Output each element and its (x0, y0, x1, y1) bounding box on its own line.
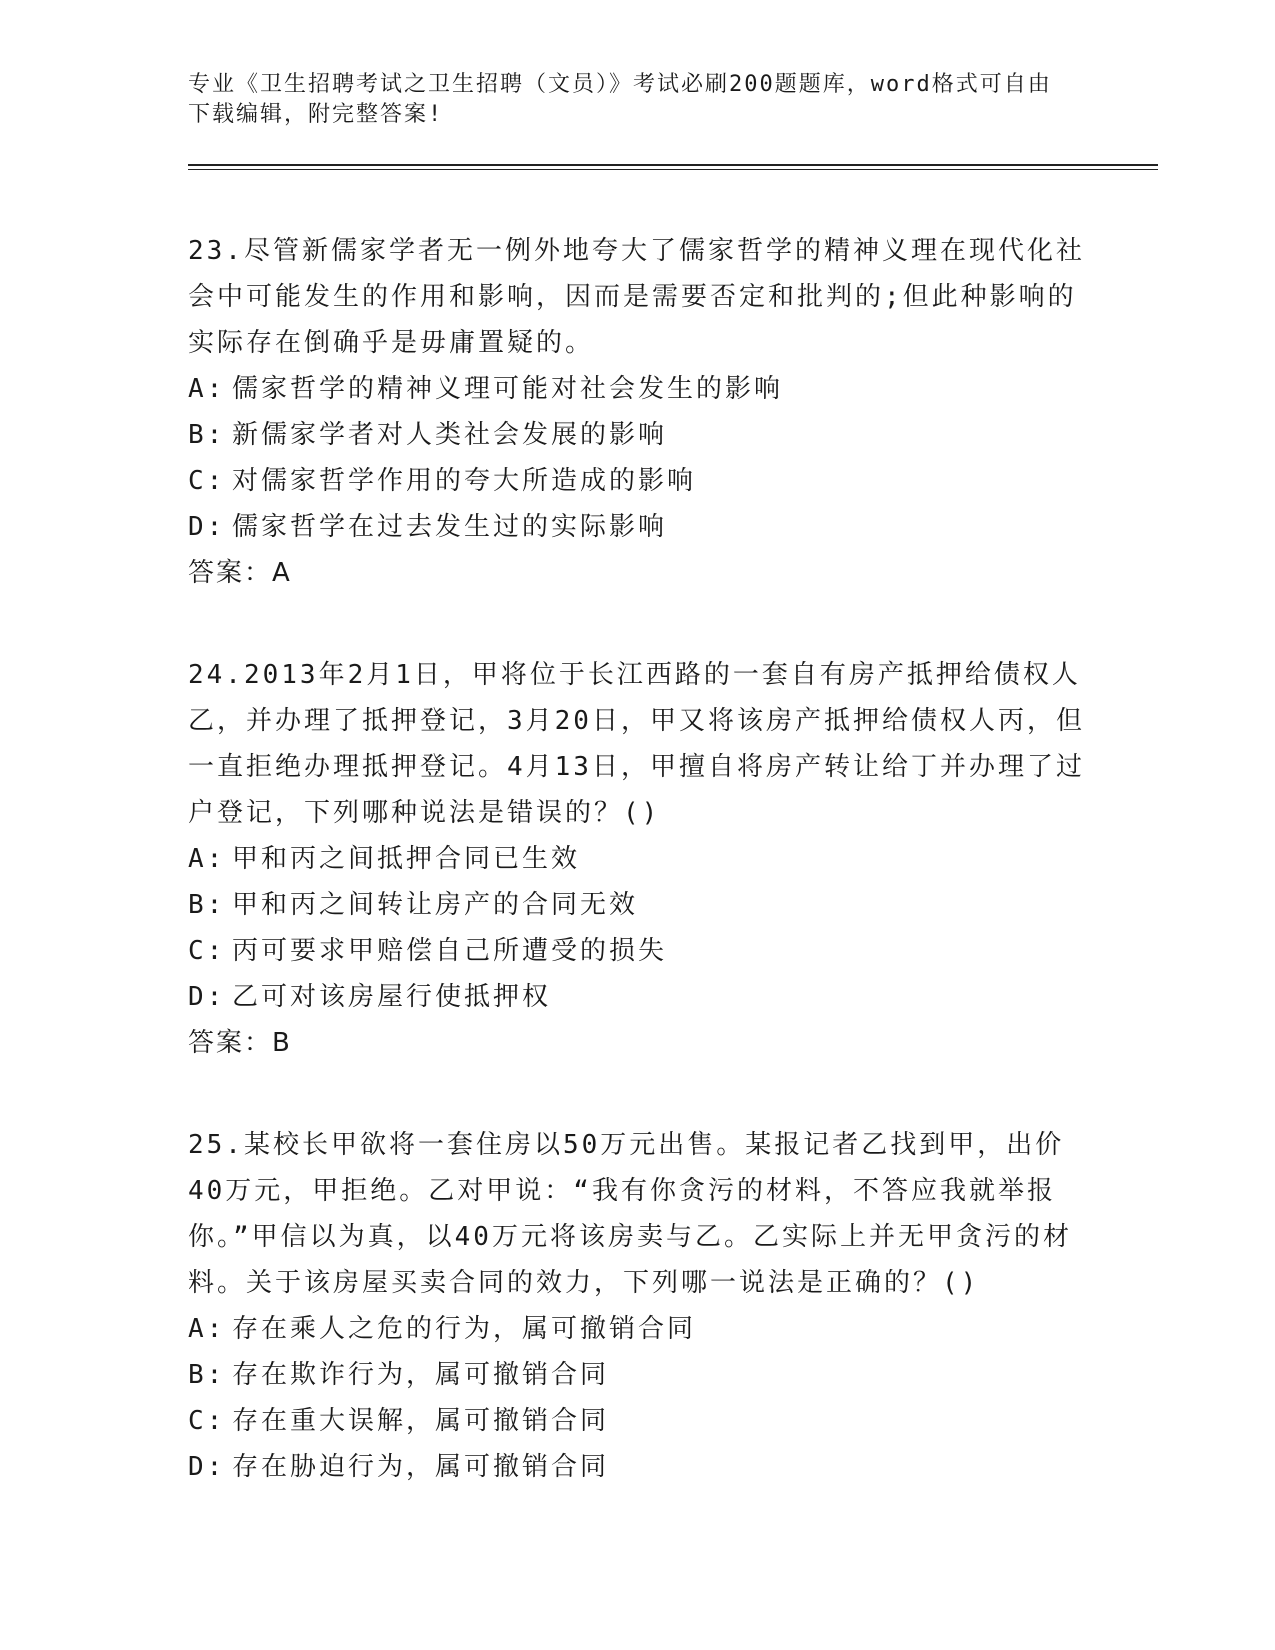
option-key: B: (188, 890, 226, 920)
option-key: D: (188, 512, 226, 542)
option-key: A: (188, 1314, 226, 1344)
option-key: B: (188, 420, 226, 450)
question-stem: 24.2013年2月1日，甲将位于长江西路的一套自有房产抵押给债权人乙，并办理了抵押登记，3月20日，甲又将该房产抵押给债权人丙，但一直拒绝办理抵押登记。4月13日，甲擅自将房产转让给丁并办理了过户登记，下列哪种说法是错误的？() (188, 660, 1085, 828)
option-a (188, 836, 1158, 882)
option-d (188, 974, 1158, 1020)
option-text: 甲和丙之间抵押合同已生效 (232, 844, 581, 874)
option-text: 新儒家学者对人类社会发展的影响 (232, 420, 668, 450)
option-key: A: (188, 374, 226, 404)
option-b (188, 882, 1158, 928)
option-text: 儒家哲学的精神义理可能对社会发生的影响 (232, 374, 784, 404)
option-c (188, 1398, 1158, 1444)
option-text: 儒家哲学在过去发生过的实际影响 (232, 512, 668, 542)
answer-line: 答案：B (188, 1028, 292, 1058)
option-text: 存在胁迫行为，属可撤销合同 (232, 1452, 610, 1482)
option-key: D: (188, 1452, 226, 1482)
question-23 (188, 228, 1158, 596)
option-d (188, 504, 1158, 550)
question-stem: 25.某校长甲欲将一套住房以50万元出售。某报记者乙找到甲，出价40万元，甲拒绝。乙对甲说：“我有你贪污的材料，不答应我就举报你。”甲信以为真，以40万元将该房卖与乙。乙实际上并无甲贪污的材料。关于该房屋买卖合同的效力，下列哪一说法是正确的？() (188, 1130, 1072, 1298)
option-b (188, 412, 1158, 458)
option-text: 对儒家哲学作用的夸大所造成的影响 (232, 466, 697, 496)
option-b (188, 1352, 1158, 1398)
option-key: B: (188, 1360, 226, 1390)
option-c (188, 928, 1158, 974)
question-24 (188, 652, 1158, 1066)
option-key: D: (188, 982, 226, 1012)
option-c (188, 458, 1158, 504)
option-key: A: (188, 844, 226, 874)
option-text: 存在重大误解，属可撤销合同 (232, 1406, 610, 1436)
option-a (188, 1306, 1158, 1352)
answer-line: 答案：A (188, 558, 292, 588)
document-header: 专业《卫生招聘考试之卫生招聘（文员）》考试必刷200题题库，word格式可自由下载编辑，附完整答案! (188, 72, 1052, 127)
option-text: 甲和丙之间转让房产的合同无效 (232, 890, 639, 920)
option-key: C: (188, 1406, 226, 1436)
option-a (188, 366, 1158, 412)
header-divider (188, 164, 1158, 170)
document-page (188, 70, 1158, 1490)
option-text: 存在欺诈行为，属可撤销合同 (232, 1360, 610, 1390)
option-d (188, 1444, 1158, 1490)
option-text: 存在乘人之危的行为，属可撤销合同 (232, 1314, 697, 1344)
option-key: C: (188, 936, 226, 966)
option-key: C: (188, 466, 226, 496)
question-stem: 23.尽管新儒家学者无一例外地夸大了儒家哲学的精神义理在现代化社会中可能发生的作用和影响，因而是需要否定和批判的;但此种影响的实际存在倒确乎是毋庸置疑的。 (188, 236, 1085, 358)
question-25 (188, 1122, 1158, 1490)
option-text: 丙可要求甲赔偿自己所遭受的损失 (232, 936, 668, 966)
option-text: 乙可对该房屋行使抵押权 (232, 982, 552, 1012)
